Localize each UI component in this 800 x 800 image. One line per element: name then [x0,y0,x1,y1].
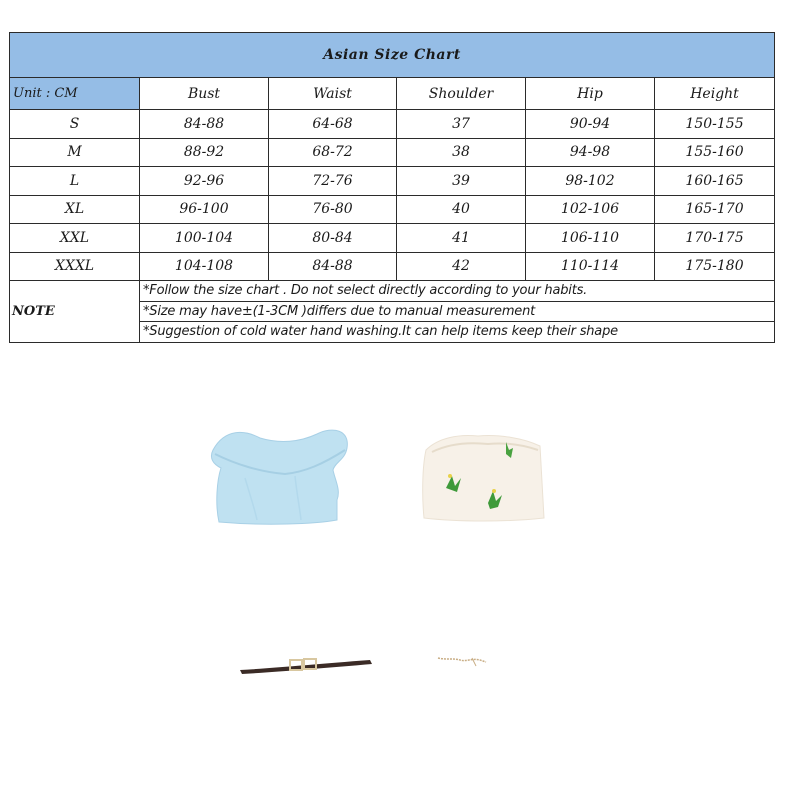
waist-cell: 72-76 [269,167,397,196]
table-row [10,224,775,253]
note-label: NOTE [10,281,140,343]
shoulder-cell: 37 [397,110,526,139]
note-line: *Suggestion of cold water hand washing.It can help items keep their shape [140,322,775,343]
column-header-hip: Hip [526,78,655,110]
bust-cell: 96-100 [140,195,269,224]
column-header-bust: Bust [140,78,269,110]
column-header-row [10,78,775,110]
waist-cell: 80-84 [269,224,397,253]
note-row [10,281,775,302]
hip-cell: 90-94 [526,110,655,139]
blue-ruffle-top-image [205,420,355,530]
hip-cell: 94-98 [526,138,655,167]
hip-cell: 110-114 [526,252,655,281]
bust-cell: 84-88 [140,110,269,139]
table-row [10,252,775,281]
height-cell: 170-175 [655,224,775,253]
waist-cell: 64-68 [269,110,397,139]
bust-cell: 104-108 [140,252,269,281]
size-cell: XL [10,195,140,224]
size-cell: L [10,167,140,196]
shoulder-cell: 42 [397,252,526,281]
note-line: *Size may have±(1-3CM )differs due to manual measurement [140,301,775,322]
height-cell: 155-160 [655,138,775,167]
bust-cell: 92-96 [140,167,269,196]
chart-title: Asian Size Chart [10,33,775,78]
table-row [10,167,775,196]
size-cell: XXL [10,224,140,253]
size-cell: XXXL [10,252,140,281]
height-cell: 175-180 [655,252,775,281]
hip-cell: 102-106 [526,195,655,224]
unit-label: Unit : CM [10,78,140,110]
height-cell: 160-165 [655,167,775,196]
bust-cell: 88-92 [140,138,269,167]
column-header-waist: Waist [269,78,397,110]
waist-cell: 84-88 [269,252,397,281]
shoulder-cell: 40 [397,195,526,224]
size-cell: S [10,110,140,139]
hip-cell: 98-102 [526,167,655,196]
hip-cell: 106-110 [526,224,655,253]
bust-cell: 100-104 [140,224,269,253]
waist-cell: 68-72 [269,138,397,167]
size-cell: M [10,138,140,167]
height-cell: 165-170 [655,195,775,224]
floral-skirt-image [418,428,546,523]
gold-chain-image [436,652,488,668]
shoulder-cell: 38 [397,138,526,167]
table-row [10,195,775,224]
shoulder-cell: 41 [397,224,526,253]
column-header-height: Height [655,78,775,110]
height-cell: 150-155 [655,110,775,139]
shoulder-cell: 39 [397,167,526,196]
table-row [10,138,775,167]
column-header-shoulder: Shoulder [397,78,526,110]
note-line: *Follow the size chart . Do not select directly according to your habits. [140,281,775,302]
table-row [10,110,775,139]
waist-cell: 76-80 [269,195,397,224]
size-chart-table [9,32,775,343]
brown-belt-image [236,652,376,678]
